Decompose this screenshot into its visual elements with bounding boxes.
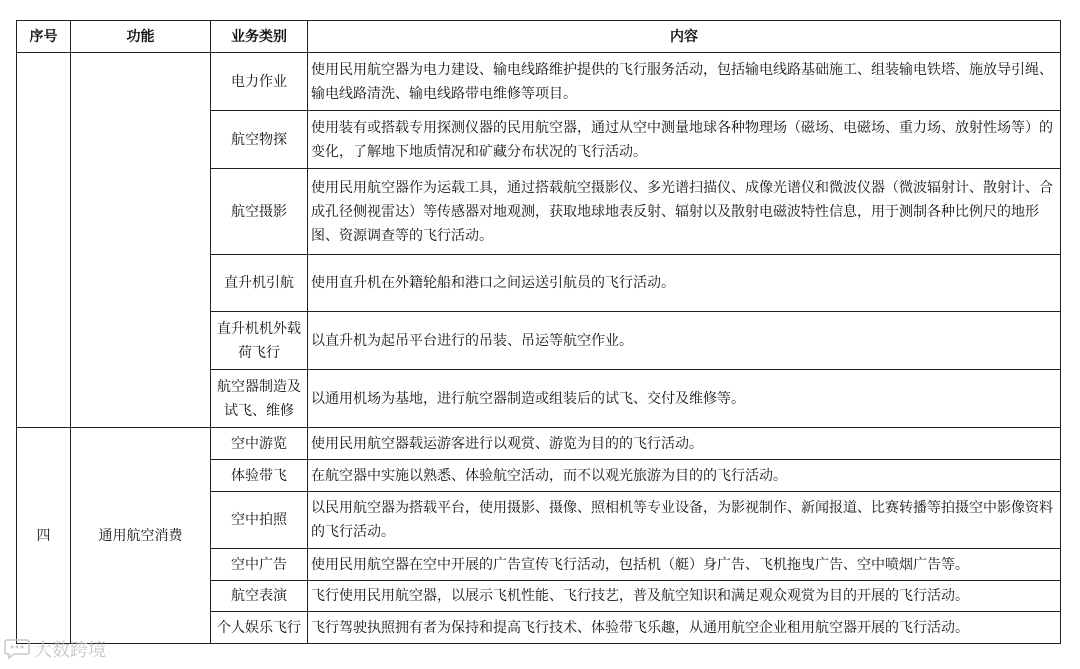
content-cell: 使用民用航空器作为运载工具，通过搭载航空摄影仪、多光谱扫描仪、成像光谱仪和微波仪器（微波辐射计、散射计、合成孔径侧视雷达）等传感器对地观测，获取地球地表反射、辐射以及散射电磁波特性信息，用于测制各种比例尺的地形图、资源调查等的飞行活动。 <box>308 169 1061 255</box>
chat-bubble-icon <box>4 638 30 660</box>
content-cell: 以直升机为起吊平台进行的吊装、吊运等航空作业。 <box>308 312 1061 370</box>
watermark <box>4 636 106 662</box>
category-cell: 航空表演 <box>211 581 308 612</box>
table-header-row <box>17 21 1061 53</box>
category-cell: 体验带飞 <box>211 460 308 492</box>
header-category: 业务类别 <box>211 21 308 53</box>
group1-function-cell <box>71 53 211 428</box>
aviation-business-table <box>16 20 1061 644</box>
group1-number-cell <box>17 53 71 428</box>
content-cell: 以民用航空器为搭载平台，使用摄影、摄像、照相机等专业设备，为影视制作、新闻报道、比赛转播等拍摄空中影像资料的飞行活动。 <box>308 492 1061 549</box>
category-cell: 电力作业 <box>211 53 308 111</box>
content-cell: 使用民用航空器载运游客进行以观赏、游览为目的的飞行活动。 <box>308 428 1061 460</box>
content-cell: 在航空器中实施以熟悉、体验航空活动，而不以观光旅游为目的的飞行活动。 <box>308 460 1061 492</box>
content-cell: 飞行驾驶执照拥有者为保持和提高飞行技术、体验带飞乐趣，从通用航空企业租用航空器开展的飞行活动。 <box>308 612 1061 644</box>
header-content: 内容 <box>308 21 1061 53</box>
category-cell: 空中拍照 <box>211 492 308 549</box>
group2-function-cell: 通用航空消费 <box>71 428 211 644</box>
category-cell: 直升机机外载荷飞行 <box>211 312 308 370</box>
content-cell: 使用装有或搭载专用探测仪器的民用航空器，通过从空中测量地球各种物理场（磁场、电磁场、重力场、放射性场等）的变化，了解地下地质情况和矿藏分布状况的飞行活动。 <box>308 111 1061 169</box>
content-cell: 飞行使用民用航空器，以展示飞机性能、飞行技艺，普及航空知识和满足观众观赏为目的开展的飞行活动。 <box>308 581 1061 612</box>
table-row <box>17 428 1061 460</box>
header-number: 序号 <box>17 21 71 53</box>
category-cell: 直升机引航 <box>211 255 308 312</box>
category-cell: 航空摄影 <box>211 169 308 255</box>
category-cell: 航空物探 <box>211 111 308 169</box>
watermark-text: 大数跨境 <box>34 640 106 661</box>
category-cell: 空中游览 <box>211 428 308 460</box>
category-cell: 空中广告 <box>211 549 308 581</box>
content-cell: 使用民用航空器在空中开展的广告宣传飞行活动，包括机（艇）身广告、飞机拖曳广告、空中喷烟广告等。 <box>308 549 1061 581</box>
table-row <box>17 53 1061 111</box>
content-cell: 使用民用航空器为电力建设、输电线路维护提供的飞行服务活动，包括输电线路基础施工、组装输电铁塔、施放导引绳、输电线路清洗、输电线路带电维修等项目。 <box>308 53 1061 111</box>
category-cell: 个人娱乐飞行 <box>211 612 308 644</box>
category-cell: 航空器制造及试飞、维修 <box>211 370 308 428</box>
group2-number-cell: 四 <box>17 428 71 644</box>
header-function: 功能 <box>71 21 211 53</box>
content-cell: 使用直升机在外籍轮船和港口之间运送引航员的飞行活动。 <box>308 255 1061 312</box>
content-cell: 以通用机场为基地，进行航空器制造或组装后的试飞、交付及维修等。 <box>308 370 1061 428</box>
